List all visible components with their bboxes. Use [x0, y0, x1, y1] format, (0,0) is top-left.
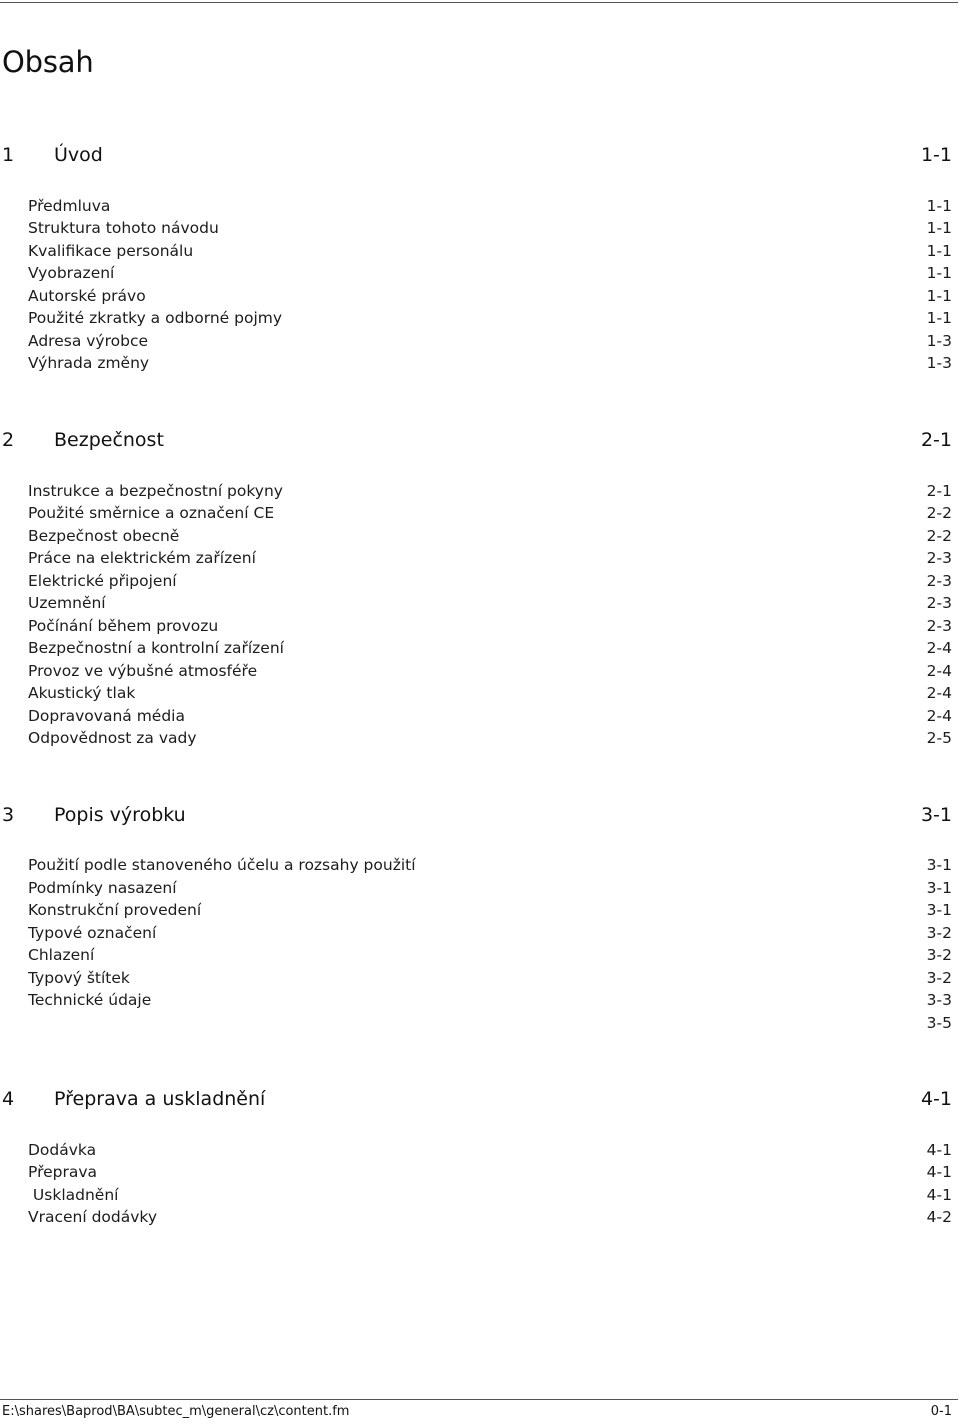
toc-entry-text: Počínání během provozu: [28, 617, 219, 635]
toc-entry-text: Vracení dodávky: [28, 1208, 158, 1226]
toc-entry-page: 3-2: [926, 969, 952, 987]
chapter-number: 4: [2, 1088, 15, 1110]
toc-entry-text: Autorské právo: [28, 287, 146, 305]
toc-entry-page: 2-4: [926, 662, 952, 680]
toc-entry[interactable]: [28, 1014, 952, 1036]
toc-entry-page: 2-2: [926, 504, 952, 522]
bottom-rule: [0, 1399, 958, 1400]
chapter-heading-1[interactable]: [2, 144, 952, 174]
chapter-heading-2[interactable]: [2, 429, 952, 459]
chapter-title: Přeprava a uskladnění: [54, 1088, 266, 1110]
toc-entry[interactable]: [28, 219, 952, 241]
toc-entry[interactable]: [28, 901, 952, 923]
toc-entry-page: 2-4: [926, 639, 952, 657]
chapter-number: 1: [2, 144, 15, 166]
toc-entry-page: 1-1: [926, 242, 952, 260]
toc-entry-page: 2-2: [926, 527, 952, 545]
toc-entry-page: 3-5: [926, 1014, 952, 1032]
toc-entry[interactable]: [28, 332, 952, 354]
toc-entry[interactable]: [28, 1208, 952, 1230]
chapter-number: 2: [2, 429, 15, 451]
toc-entry-page: 3-3: [926, 991, 952, 1009]
toc-entry[interactable]: [28, 879, 952, 901]
chapter-heading-4[interactable]: [2, 1088, 952, 1118]
toc-entry[interactable]: [28, 617, 952, 639]
chapter-number: 3: [2, 804, 15, 826]
toc-entry-page: 3-1: [926, 856, 952, 874]
toc-entry-text: Chlazení: [28, 946, 95, 964]
toc-entry[interactable]: [28, 946, 952, 968]
toc-entry-text: Typové označení: [28, 924, 157, 942]
toc-entry-page: 4-1: [926, 1163, 952, 1181]
toc-entry-page: 4-2: [926, 1208, 952, 1226]
chapter-page: 1-1: [920, 144, 952, 166]
toc-entry-text: Práce na elektrickém zařízení: [28, 549, 256, 567]
toc-entry-page: 3-2: [926, 924, 952, 942]
toc-entry-page: 2-3: [926, 617, 952, 635]
toc-entry-page: 3-1: [926, 879, 952, 897]
toc-entry[interactable]: [28, 639, 952, 661]
toc-entry-text: Technické údaje: [28, 991, 152, 1009]
toc-entry-page: 2-3: [926, 549, 952, 567]
toc-entry-text: Uskladnění: [28, 1186, 119, 1204]
toc-entry[interactable]: [28, 1186, 952, 1208]
toc-entry-page: 1-3: [926, 354, 952, 372]
toc-entry-page: 4-1: [926, 1186, 952, 1204]
toc-entry[interactable]: [28, 572, 952, 594]
toc-entry-text: Kvalifikace personálu: [28, 242, 194, 260]
toc-entry[interactable]: [28, 527, 952, 549]
toc-entry[interactable]: [28, 991, 952, 1013]
toc-entry-text: Adresa výrobce: [28, 332, 148, 350]
toc-entry[interactable]: [28, 309, 952, 331]
footer-file-path: E:\shares\Baprod\BA\subtec_m\general\cz\content.fm: [2, 1404, 350, 1419]
toc-entry-text: Vyobrazení: [28, 264, 115, 282]
toc-entry[interactable]: [28, 969, 952, 991]
toc-entry-page: 2-4: [926, 684, 952, 702]
toc-entry[interactable]: [28, 287, 952, 309]
chapter-heading-3[interactable]: [2, 804, 952, 834]
toc-entry-page: 1-1: [926, 264, 952, 282]
toc-entry[interactable]: [28, 197, 952, 219]
chapter-page: 4-1: [920, 1088, 952, 1110]
toc-entry-page: 2-1: [926, 482, 952, 500]
toc-entry-text: Bezpečnost obecně: [28, 527, 180, 545]
toc-entry[interactable]: [28, 856, 952, 878]
toc-entry-page: 2-5: [926, 729, 952, 747]
toc-entry[interactable]: [28, 1163, 952, 1185]
toc-entry[interactable]: [28, 684, 952, 706]
toc-entry[interactable]: [28, 594, 952, 616]
toc-entry[interactable]: [28, 729, 952, 751]
toc-entry-page: 2-3: [926, 572, 952, 590]
toc-entry[interactable]: [28, 264, 952, 286]
toc-entry-text: Uzemnění: [28, 594, 106, 612]
toc-entry-text: Bezpečnostní a kontrolní zařízení: [28, 639, 284, 657]
toc-entry-text: Dodávka: [28, 1141, 97, 1159]
toc-entry[interactable]: [28, 504, 952, 526]
toc-entry-text: Předmluva: [28, 197, 111, 215]
toc-entry-text: Akustický tlak: [28, 684, 136, 702]
chapter-page: 2-1: [920, 429, 952, 451]
toc-entry[interactable]: [28, 242, 952, 264]
toc-entry-text: Struktura tohoto návodu: [28, 219, 219, 237]
toc-entry-text: Konstrukční provedení: [28, 901, 202, 919]
page-title: Obsah: [2, 45, 94, 79]
chapter-title: Bezpečnost: [54, 429, 164, 451]
toc-entry-page: 1-1: [926, 309, 952, 327]
chapter-title: Úvod: [54, 144, 103, 166]
toc-entry-text: Elektrické připojení: [28, 572, 177, 590]
toc-entry-page: 1-3: [926, 332, 952, 350]
toc-entry-text: Typový štítek: [28, 969, 130, 987]
toc-entry-text: Přeprava: [28, 1163, 98, 1181]
toc-entry[interactable]: [28, 354, 952, 376]
footer-page-number: 0-1: [930, 1404, 952, 1419]
toc-entry[interactable]: [28, 482, 952, 504]
toc-entry-text: Dopravovaná média: [28, 707, 185, 725]
toc-entry-text: Výhrada změny: [28, 354, 150, 372]
toc-entry-text: Provoz ve výbušné atmosféře: [28, 662, 258, 680]
toc-entry[interactable]: [28, 662, 952, 684]
toc-entry-page: 3-2: [926, 946, 952, 964]
toc-entry-page: 1-1: [926, 219, 952, 237]
chapter-title: Popis výrobku: [54, 804, 186, 826]
toc-entry-page: 3-1: [926, 901, 952, 919]
toc-entry-page: 2-4: [926, 707, 952, 725]
toc-entry[interactable]: [28, 1141, 952, 1163]
top-rule: [0, 2, 958, 3]
toc-entry[interactable]: [28, 924, 952, 946]
toc-entry-page: 4-1: [926, 1141, 952, 1159]
toc-entry-text: Odpovědnost za vady: [28, 729, 197, 747]
toc-entry-text: Použité zkratky a odborné pojmy: [28, 309, 283, 327]
toc-entry-text: Podmínky nasazení: [28, 879, 177, 897]
toc-entry[interactable]: [28, 549, 952, 571]
toc-entry-page: 2-3: [926, 594, 952, 612]
toc-entry-text: Použití podle stanoveného účelu a rozsahy použití: [28, 856, 416, 874]
toc-entry-text: Instrukce a bezpečnostní pokyny: [28, 482, 283, 500]
toc-entry-text: Použité směrnice a označení CE: [28, 504, 275, 522]
toc-entry-page: 1-1: [926, 197, 952, 215]
toc-entry[interactable]: [28, 707, 952, 729]
toc-entry-page: 1-1: [926, 287, 952, 305]
chapter-page: 3-1: [920, 804, 952, 826]
